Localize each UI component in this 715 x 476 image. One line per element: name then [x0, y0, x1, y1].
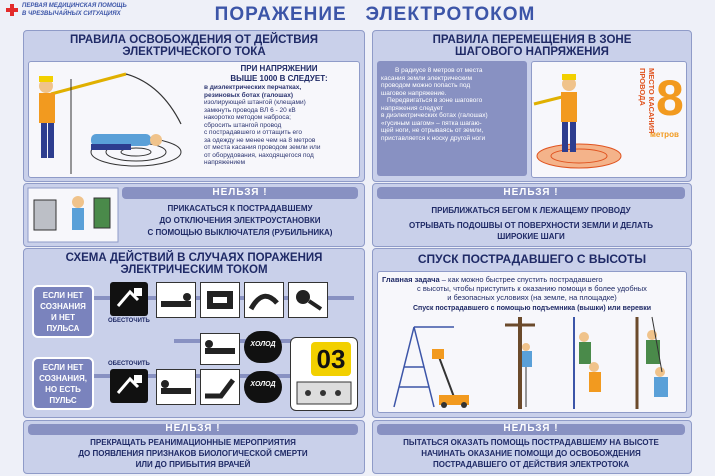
case1-line-3: И НЕТ — [51, 313, 75, 322]
org-line-2: В ЧРЕЗВЫЧАЙНЫХ СИТУАЦИЯХ — [22, 11, 121, 17]
rescuer-with-rod-illustration — [31, 64, 211, 174]
case1-line-2: СОЗНАНИЯ — [40, 302, 86, 311]
cold-compress-icon-2 — [244, 371, 282, 403]
release-text-4: резиновых ботах (галошах) — [204, 91, 294, 99]
forbidden-stop-panel — [23, 420, 365, 474]
forbidden-touch-line-2: ДО ОТКЛЮЧЕНИЯ ЭЛЕКТРОУСТАНОВКИ — [159, 216, 321, 225]
release-text-11: от места касания проводом земли или — [204, 144, 321, 151]
release-illustration-box — [28, 61, 360, 178]
forbidden-approach-title: НЕЛЬЗЯ ! — [503, 187, 559, 198]
forbidden-stop-title: НЕЛЬЗЯ ! — [165, 423, 221, 434]
deenergize-label-1: ОБЕСТОЧИТЬ — [108, 318, 150, 324]
cold-compress-icon — [244, 331, 282, 363]
rope-descent-illustration — [554, 317, 614, 409]
step-illustration-box — [531, 61, 687, 178]
descent-task-3: и безопасных условиях (на земле, на площадке) — [447, 293, 617, 302]
release-text-block — [204, 64, 354, 167]
unplug-icon — [110, 282, 148, 316]
release-text-9: с пострадавшего и оттащить его — [204, 129, 302, 136]
release-text-7: накоротко методом наброса; — [204, 114, 291, 121]
descent-task-bold: Главная задача — [382, 275, 440, 284]
leg-raise-icon — [200, 369, 240, 405]
step-text-6: напряжения следует — [381, 104, 444, 112]
tower-lift-illustration — [384, 317, 484, 409]
forbidden-approach-line-2: ОТРЫВАТЬ ПОДОШВЫ ОТ ПОВЕРХНОСТИ ЗЕМЛИ И ДЕЛАТЬ — [408, 221, 653, 230]
case1-line-1: ЕСЛИ НЕТ — [42, 291, 84, 300]
deenergize-label-2: ОБЕСТОЧИТЬ — [108, 361, 150, 367]
step-text-8: «гусиным шагом» – пятка шагаю- — [381, 119, 482, 127]
forbidden-approach-line-1: ПРИБЛИЖАТЬСЯ БЕГОМ К ЛЕЖАЩЕМУ ПРОВОДУ — [431, 206, 631, 215]
distance-number: 8 — [656, 70, 684, 126]
action-scheme-panel — [23, 248, 365, 418]
release-text-10: за одежду не менее чем на 8 метров — [204, 136, 316, 144]
cold-label-2: ХОЛОД — [250, 381, 276, 388]
forbidden-stop-line-3: ИЛИ ДО ПРИБЫТИЯ ВРАЧЕЙ — [135, 460, 251, 469]
release-heading-2: ЭЛЕКТРИЧЕСКОГО ТОКА — [122, 46, 266, 58]
head-tilt-icon — [244, 282, 284, 318]
chest-compression-icon — [200, 282, 240, 318]
forbidden-height-line-1: ПЫТАТЬСЯ ОКАЗАТЬ ПОМОЩЬ ПОСТРАДАВШЕМУ НА ВЫСОТЕ — [403, 438, 659, 447]
forbidden-touch-panel — [23, 183, 365, 247]
forbidden-touch-line-1: ПРИКАСАТЬСЯ К ПОСТРАДАВШЕМУ — [167, 204, 313, 213]
step-text-5: Передвигаться в зоне шагового — [387, 97, 483, 104]
release-heading-1: ПРАВИЛА ОСВОБОЖДЕНИЯ ОТ ДЕЙСТВИЯ — [69, 34, 319, 46]
step-text-2: касания земли электрическим — [381, 74, 473, 82]
cold-label-1: ХОЛОД — [250, 341, 276, 348]
goose-step-illustration — [534, 64, 634, 174]
forbidden-touch-line-3: С ПОМОЩЬЮ ВЫКЛЮЧАТЕЛЯ (РУБИЛЬНИКА) — [147, 228, 333, 237]
release-rules-panel — [23, 30, 365, 182]
forbidden-stop-line-1: ПРЕКРАЩАТЬ РЕАНИМАЦИОННЫЕ МЕРОПРИЯТИЯ — [90, 438, 296, 447]
release-text-12: от оборудования, находящегося под — [204, 151, 314, 159]
step-text-9: щей ноги, не отрываясь от земли, — [381, 127, 484, 134]
red-cross-icon — [6, 4, 18, 16]
step-text-10: приставляется к носку другой ноги — [381, 134, 486, 142]
recovery-position-icon — [156, 369, 196, 405]
release-text-8: сбросить штангой провод — [204, 121, 282, 129]
forbidden-approach-line-3: ШИРОКИЕ ШАГИ — [497, 232, 565, 241]
case-with-pulse-box — [32, 357, 94, 410]
distance-unit: метров — [650, 130, 679, 139]
step-text-1: В радиусе 8 метров от места — [395, 67, 483, 74]
release-text-13: напряжением — [204, 159, 246, 166]
emergency-number: 03 — [316, 344, 346, 374]
descent-subheading: Спуск пострадавшего с помощью подъемника (вышки) или веревки — [412, 305, 652, 312]
case2-line-2: СОЗНАНИЯ, — [39, 374, 87, 383]
case1-line-4: ПУЛЬСА — [46, 324, 80, 333]
lying-victim-icon-2 — [200, 333, 240, 365]
switch-illustration — [28, 188, 118, 242]
descent-task-text — [382, 275, 682, 284]
step-text-3: проводом можно попасть под — [381, 82, 471, 89]
rescue-breath-icon — [288, 282, 328, 318]
release-text-3: в диэлектрических перчатках, — [204, 84, 302, 91]
contact-point-label: МЕСТО КАСАНИЯ ПРОВОДА — [638, 68, 656, 134]
step-heading-2: ШАГОВОГО НАПРЯЖЕНИЯ — [455, 46, 609, 58]
descent-heading: СПУСК ПОСТРАДАВШЕГО С ВЫСОТЫ — [417, 252, 647, 266]
step-text-4: шаговое напряжение. — [381, 89, 447, 97]
case-no-pulse-box — [32, 285, 94, 338]
forbidden-height-title: НЕЛЬЗЯ ! — [503, 423, 559, 434]
pole-rope-illustration — [490, 317, 550, 409]
descent-task-2: с высоты, чтобы приступить к оказанию помощи в более удобных — [417, 284, 647, 293]
release-text-5: изолирующей штангой (клещами) — [204, 99, 306, 106]
case2-line-4: ПУЛЬС — [49, 396, 77, 405]
descent-task-1: – как можно быстрее спустить пострадавшего — [439, 275, 603, 284]
forbidden-approach-panel — [372, 183, 692, 247]
descent-panel — [372, 248, 692, 418]
case2-line-1: ЕСЛИ НЕТ — [42, 363, 84, 372]
case2-line-3: НО ЕСТЬ — [45, 385, 81, 394]
forbidden-height-line-3: ПОСТРАДАВШЕГО ОТ ДЕЙСТВИЯ ЭЛЕКТРОТОКА — [432, 460, 630, 469]
step-heading-1: ПРАВИЛА ПЕРЕМЕЩЕНИЯ В ЗОНЕ — [432, 34, 632, 46]
page-title: ПОРАЖЕНИЕ ЭЛЕКТРОТОКОМ — [214, 4, 536, 25]
step-text-box — [377, 61, 527, 176]
phone-icon — [290, 337, 358, 411]
release-text-6: замкнуть провода ВЛ 6 - 20 кВ — [204, 106, 296, 114]
step-voltage-panel — [372, 30, 692, 182]
release-text-2: ВЫШЕ 1000 В СЛЕДУЕТ: — [230, 74, 328, 83]
org-line-1: ПЕРВАЯ МЕДИЦИНСКАЯ ПОМОЩЬ — [22, 3, 127, 9]
forbidden-height-panel — [372, 420, 692, 474]
unplug-icon-2 — [110, 369, 148, 403]
forbidden-height-line-2: НАЧИНАТЬ ОКАЗАНИЕ ПОМОЩИ ДО ОСВОБОЖДЕНИЯ — [421, 449, 641, 458]
harness-descent-illustration — [622, 317, 682, 409]
descent-content-box — [377, 271, 687, 413]
forbidden-touch-title: НЕЛЬЗЯ ! — [212, 187, 268, 198]
scheme-heading-2: ЭЛЕКТРИЧЕСКИМ ТОКОМ — [120, 264, 268, 276]
step-text-7: в диэлектрических ботах (галошах) — [381, 112, 488, 119]
scheme-heading-1: СХЕМА ДЕЙСТВИЙ В СЛУЧАЯХ ПОРАЖЕНИЯ — [65, 252, 323, 264]
forbidden-stop-line-2: ДО ПОЯВЛЕНИЯ ПРИЗНАКОВ БИОЛОГИЧЕСКОЙ СМЕРТИ — [78, 449, 308, 458]
lying-victim-icon — [156, 282, 196, 318]
release-text-1: ПРИ НАПРЯЖЕНИИ — [240, 64, 318, 73]
